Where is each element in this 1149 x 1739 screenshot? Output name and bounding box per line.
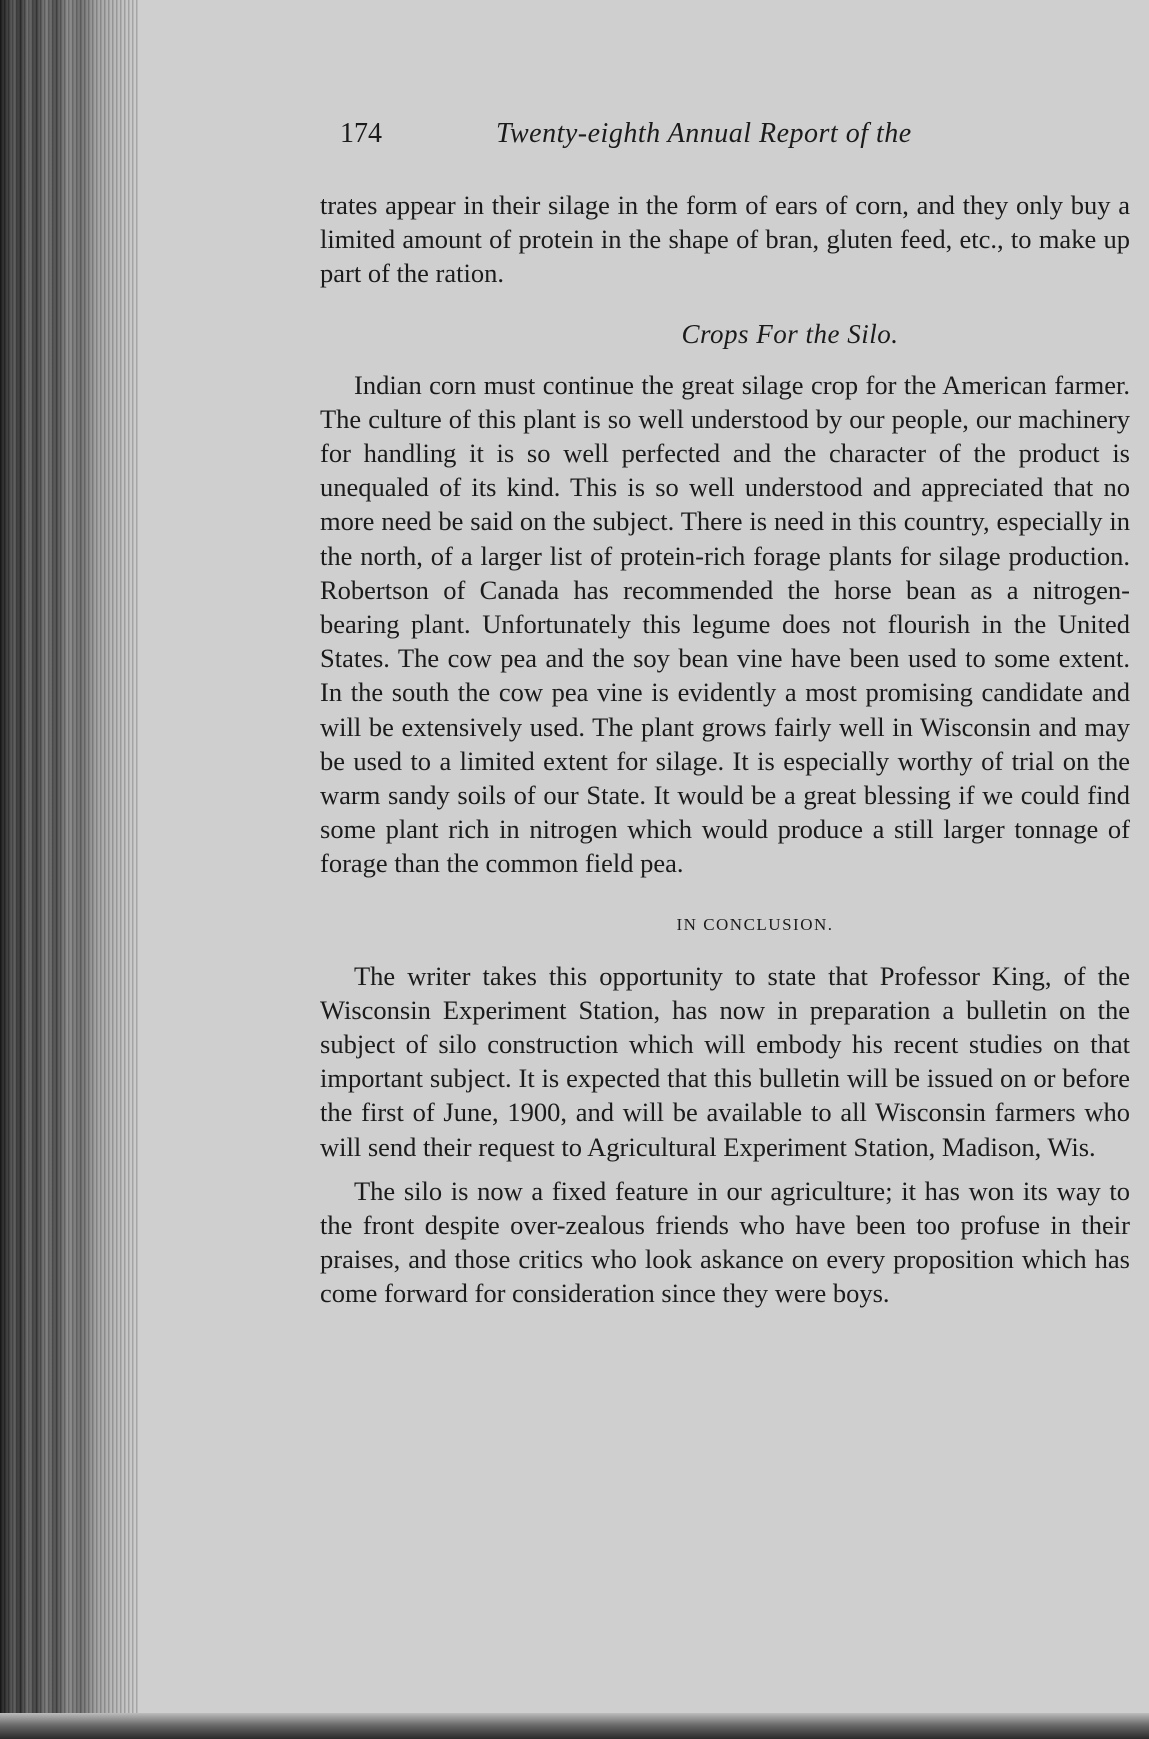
paragraph-conclusion: The writer takes this opportunity to state that Professor King, of the Wisconsin Experiment Station, has now in preparation a bulletin on the subject of silo construction which will embody his recent studies on that important subject. It is expected that this bulletin will be issued on or before the first of June, 1900, and will be available to all Wisconsin farmers who will send their request to Agricultural Experiment Station, Madison, Wis. — [320, 960, 1130, 1162]
paragraph-crops: Indian corn must continue the great silage crop for the American farmer. The culture of this plant is so well understood by our people, our machinery for handling it is so well perfected and the character of the product is unequaled of its kind. This is so well understood and appreciated that no more need be said on the subject. There is need in this country, especially in the north, of a larger list of protein-rich forage plants for silage production. Robertson of Canada has recommended the horse bean as a nitrogen-bearing plant. Unfortunately this legume does not flourish in the United States. The cow pea and the soy bean vine have been used to some extent. In the south the cow pea vine is evidently a most promising candidate and will be extensively used. The plant grows fairly well in Wisconsin and may be used to a limited extent for silage. It is especially worthy of trial on the warm sandy soils of our State. It would be a great blessing if we could find some plant rich in nitrogen which would produce a still larger tonnage of forage than the common field pea. — [320, 369, 1130, 879]
page-bottom-edge — [0, 1713, 1149, 1739]
section-heading-conclusion: IN CONCLUSION. — [676, 914, 834, 934]
book-binding-edge — [0, 0, 140, 1739]
paragraph-final: The silo is now a fixed feature in our agriculture; it has won its way to the front despite over-zealous friends who have been too profuse in their praises, and those critics who look askance on every proposition which has come forward for consideration since they were boys. — [320, 1175, 1130, 1309]
page-number: 174 — [340, 118, 382, 149]
running-head — [320, 118, 1130, 158]
page-body — [320, 118, 1130, 1311]
section-heading-crops: Crops For the Silo. — [681, 318, 899, 349]
running-title: Twenty-eighth Annual Report of the — [496, 118, 912, 149]
paragraph-continuation: trates appear in their silage in the form of ears of corn, and they only buy a limited amount of protein in the shape of bran, gluten feed, etc., to make up part of the ration. — [320, 190, 1130, 289]
